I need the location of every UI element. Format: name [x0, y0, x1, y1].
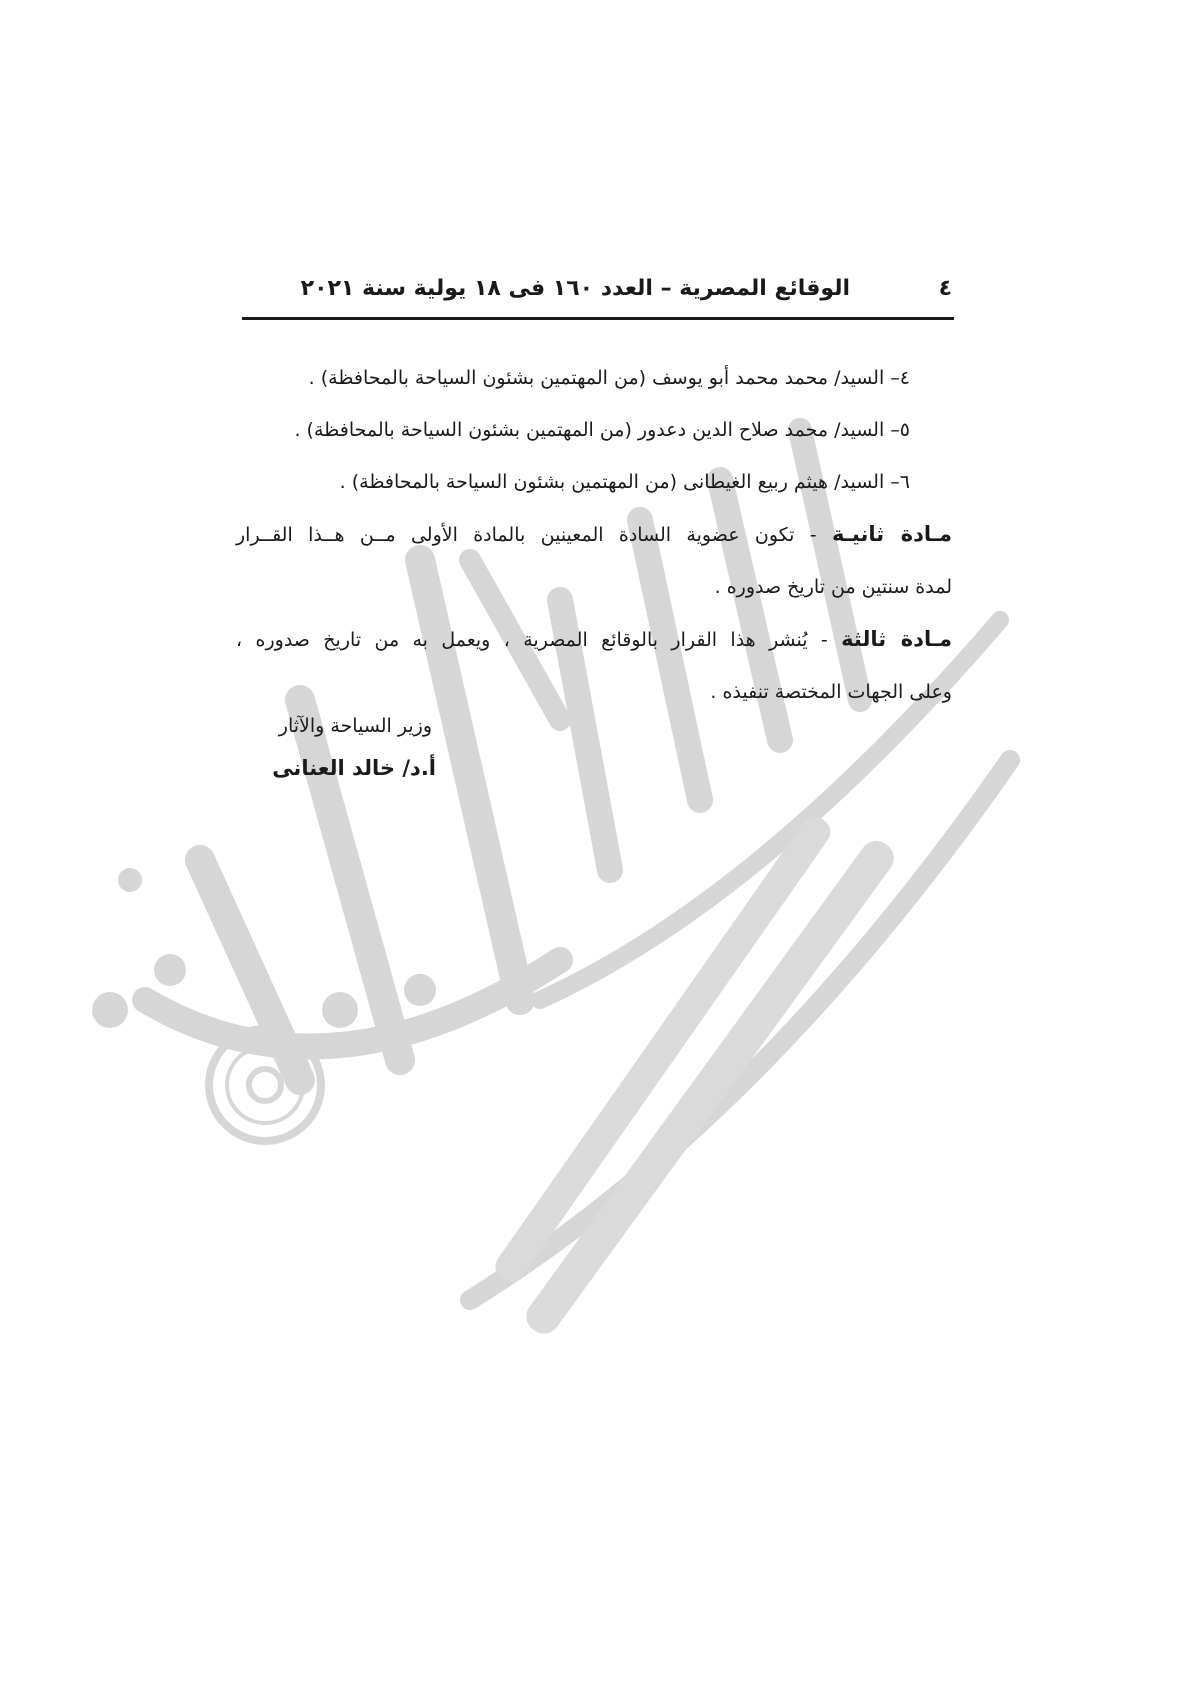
article-2-label: مـادة ثانيـة — [832, 522, 952, 546]
minister-name: أ.د/ خالد العنانى — [272, 756, 436, 780]
article-3-text: - يُنشر هذا القرار بالوقائع المصرية ، ويعمل به من تاريخ صدوره ، — [236, 629, 828, 651]
article-3-line-1 — [236, 613, 952, 666]
list-item: ٦– السيد/ هيثم ربيع الغيطانى (من المهتمين بشئون السياحة بالمحافظة) . — [339, 471, 910, 493]
page-number: ٤ — [938, 276, 952, 301]
watermark-stroke — [145, 960, 560, 1047]
article-3-line-2: وعلى الجهات المختصة تنفيذه . — [710, 681, 952, 703]
watermark-dot — [118, 868, 142, 892]
header-divider — [242, 317, 954, 320]
watermark-dot — [404, 974, 436, 1006]
watermark-dot — [92, 992, 128, 1028]
article-2-line-2: لمدة سنتين من تاريخ صدوره . — [714, 576, 952, 598]
watermark-band — [490, 811, 836, 1287]
article-2-line-1 — [236, 508, 952, 561]
list-item: ٤– السيد/ محمد محمد أبو يوسف (من المهتمين بشئون السياحة بالمحافظة) . — [308, 367, 910, 389]
gazette-title: الوقائع المصرية – العدد ١٦٠ فى ١٨ يولية سنة ٢٠٢١ — [300, 276, 850, 301]
signature-block — [236, 706, 436, 790]
article-2-text: - تكون عضوية السادة المعينين بالمادة الأولى مــن هــذا القــرار — [236, 524, 817, 546]
article-3-label: مـادة ثالثة — [841, 627, 953, 651]
list-item: ٥– السيد/ محمد صلاح الدين دعدور (من المهتمين بشئون السياحة بالمحافظة) . — [294, 419, 910, 441]
watermark-seal — [209, 1029, 321, 1141]
page-header — [242, 268, 954, 320]
watermark-stroke — [200, 860, 300, 1080]
watermark-band — [520, 835, 900, 1340]
document-body — [236, 352, 952, 718]
watermark-dot — [154, 954, 186, 986]
watermark-dot — [322, 992, 358, 1028]
watermark-stroke — [470, 760, 1010, 1300]
minister-title: وزير السياحة والآثار — [278, 715, 432, 737]
